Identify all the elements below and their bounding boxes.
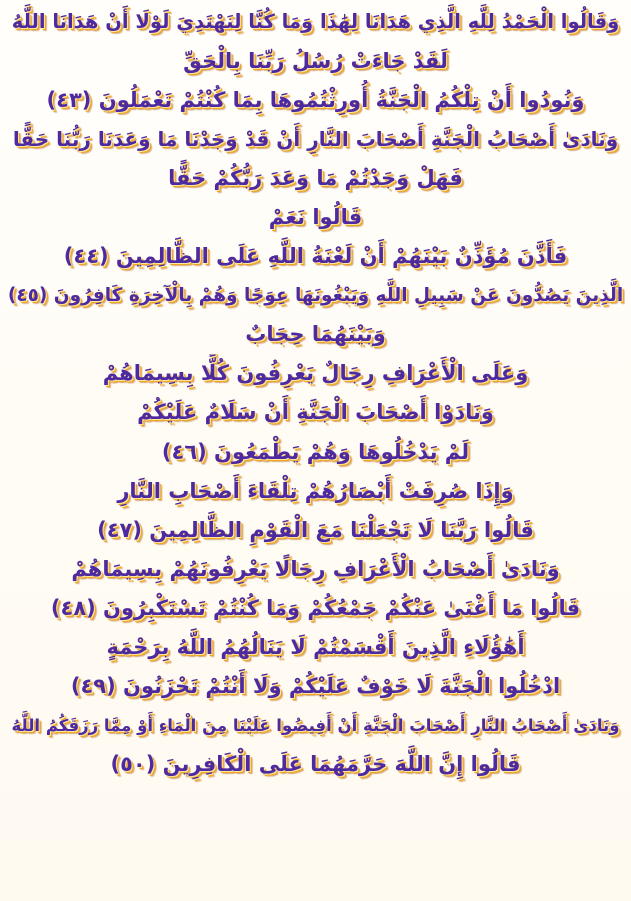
verse-line: قَالُوا إِنَّ اللَّهَ حَرَّمَهُمَا عَلَى الْكَافِرِينَ (٥٠) — [110, 752, 521, 777]
verse-line: وَإِذَا صُرِفَتْ أَبْصَارُهُمْ تِلْقَاءَ أَصْحَابِ النَّارِ — [117, 478, 514, 503]
verse-line: وَنُودُوا أَنْ تِلْكُمُ الْجَنَّةُ أُورِثْتُمُوهَا بِمَا كُنْتُمْ تَعْمَلُونَ (٤٣) — [46, 87, 585, 112]
verse-line: وَقَالُوا الْحَمْدُ لِلَّهِ الَّذِي هَدَانَا لِهَٰذَا وَمَا كُنَّا لِنَهْتَدِيَ لَوْلَا أَنْ هَدَانَا اللَّهُ — [11, 10, 620, 34]
verse-list — [6, 2, 625, 784]
verse-line: ادْخُلُوا الْجَنَّةَ لَا خَوْفٌ عَلَيْكُمْ وَلَا أَنْتُمْ تَحْزَنُونَ (٤٩) — [70, 674, 561, 699]
verse-line: وَنَادَىٰ أَصْحَابُ النَّارِ أَصْحَابَ الْجَنَّةِ أَنْ أَفِيضُوا عَلَيْنَا مِنَ الْمَاءِ أَوْ مِمَّا رَزَقَكُمُ اللَّهُ — [11, 715, 620, 735]
verse-line: وَعَلَى الْأَعْرَافِ رِجَالٌ يَعْرِفُونَ كُلًّا بِسِيمَاهُمْ — [102, 361, 529, 386]
verse-line: وَنَادَىٰ أَصْحَابُ الْجَنَّةِ أَصْحَابَ النَّارِ أَنْ قَدْ وَجَدْنَا مَا وَعَدَنَا رَبُّنَا حَقًّا — [12, 126, 619, 151]
verse-line: لَقَدْ جَاءَتْ رُسُلُ رَبِّنَا بِالْحَقِّ — [183, 48, 448, 73]
verse-line: فَهَلْ وَجَدْتُمْ مَا وَعَدَ رَبُّكُمْ حَقًّا — [168, 165, 463, 190]
verse-line: الَّذِينَ يَصُدُّونَ عَنْ سَبِيلِ اللَّهِ وَيَبْغُونَهَا عِوَجًا وَهُمْ بِالْآخِرَةِ كَافِرُونَ (٤٥) — [7, 284, 624, 306]
verse-line: فَأَذَّنَ مُؤَذِّنٌ بَيْنَهُمْ أَنْ لَعْنَةُ اللَّهِ عَلَى الظَّالِمِينَ (٤٤) — [63, 244, 568, 269]
verse-line: قَالُوا مَا أَغْنَىٰ عَنْكُمْ جَمْعُكُمْ وَمَا كُنْتُمْ تَسْتَكْبِرُونَ (٤٨) — [50, 595, 581, 620]
verse-line: وَنَادَىٰ أَصْحَابُ الْأَعْرَافِ رِجَالًا يَعْرِفُونَهُمْ بِسِيمَاهُمْ — [71, 556, 560, 581]
verse-line: وَبَيْنَهُمَا حِجَابٌ — [245, 322, 386, 347]
verse-line: قَالُوا نَعَمْ — [268, 205, 363, 230]
verse-line: قَالُوا رَبَّنَا لَا تَجْعَلْنَا مَعَ الْقَوْمِ الظَّالِمِينَ (٤٧) — [97, 517, 534, 542]
verse-line: وَنَادَوْا أَصْحَابَ الْجَنَّةِ أَنْ سَلَامٌ عَلَيْكُمْ — [137, 400, 494, 425]
verse-line: أَهَٰؤُلَاءِ الَّذِينَ أَقْسَمْتُمْ لَا يَنَالُهُمُ اللَّهُ بِرَحْمَةٍ — [106, 635, 525, 660]
verse-line: لَمْ يَدْخُلُوهَا وَهُمْ يَطْمَعُونَ (٤٦) — [161, 439, 470, 464]
